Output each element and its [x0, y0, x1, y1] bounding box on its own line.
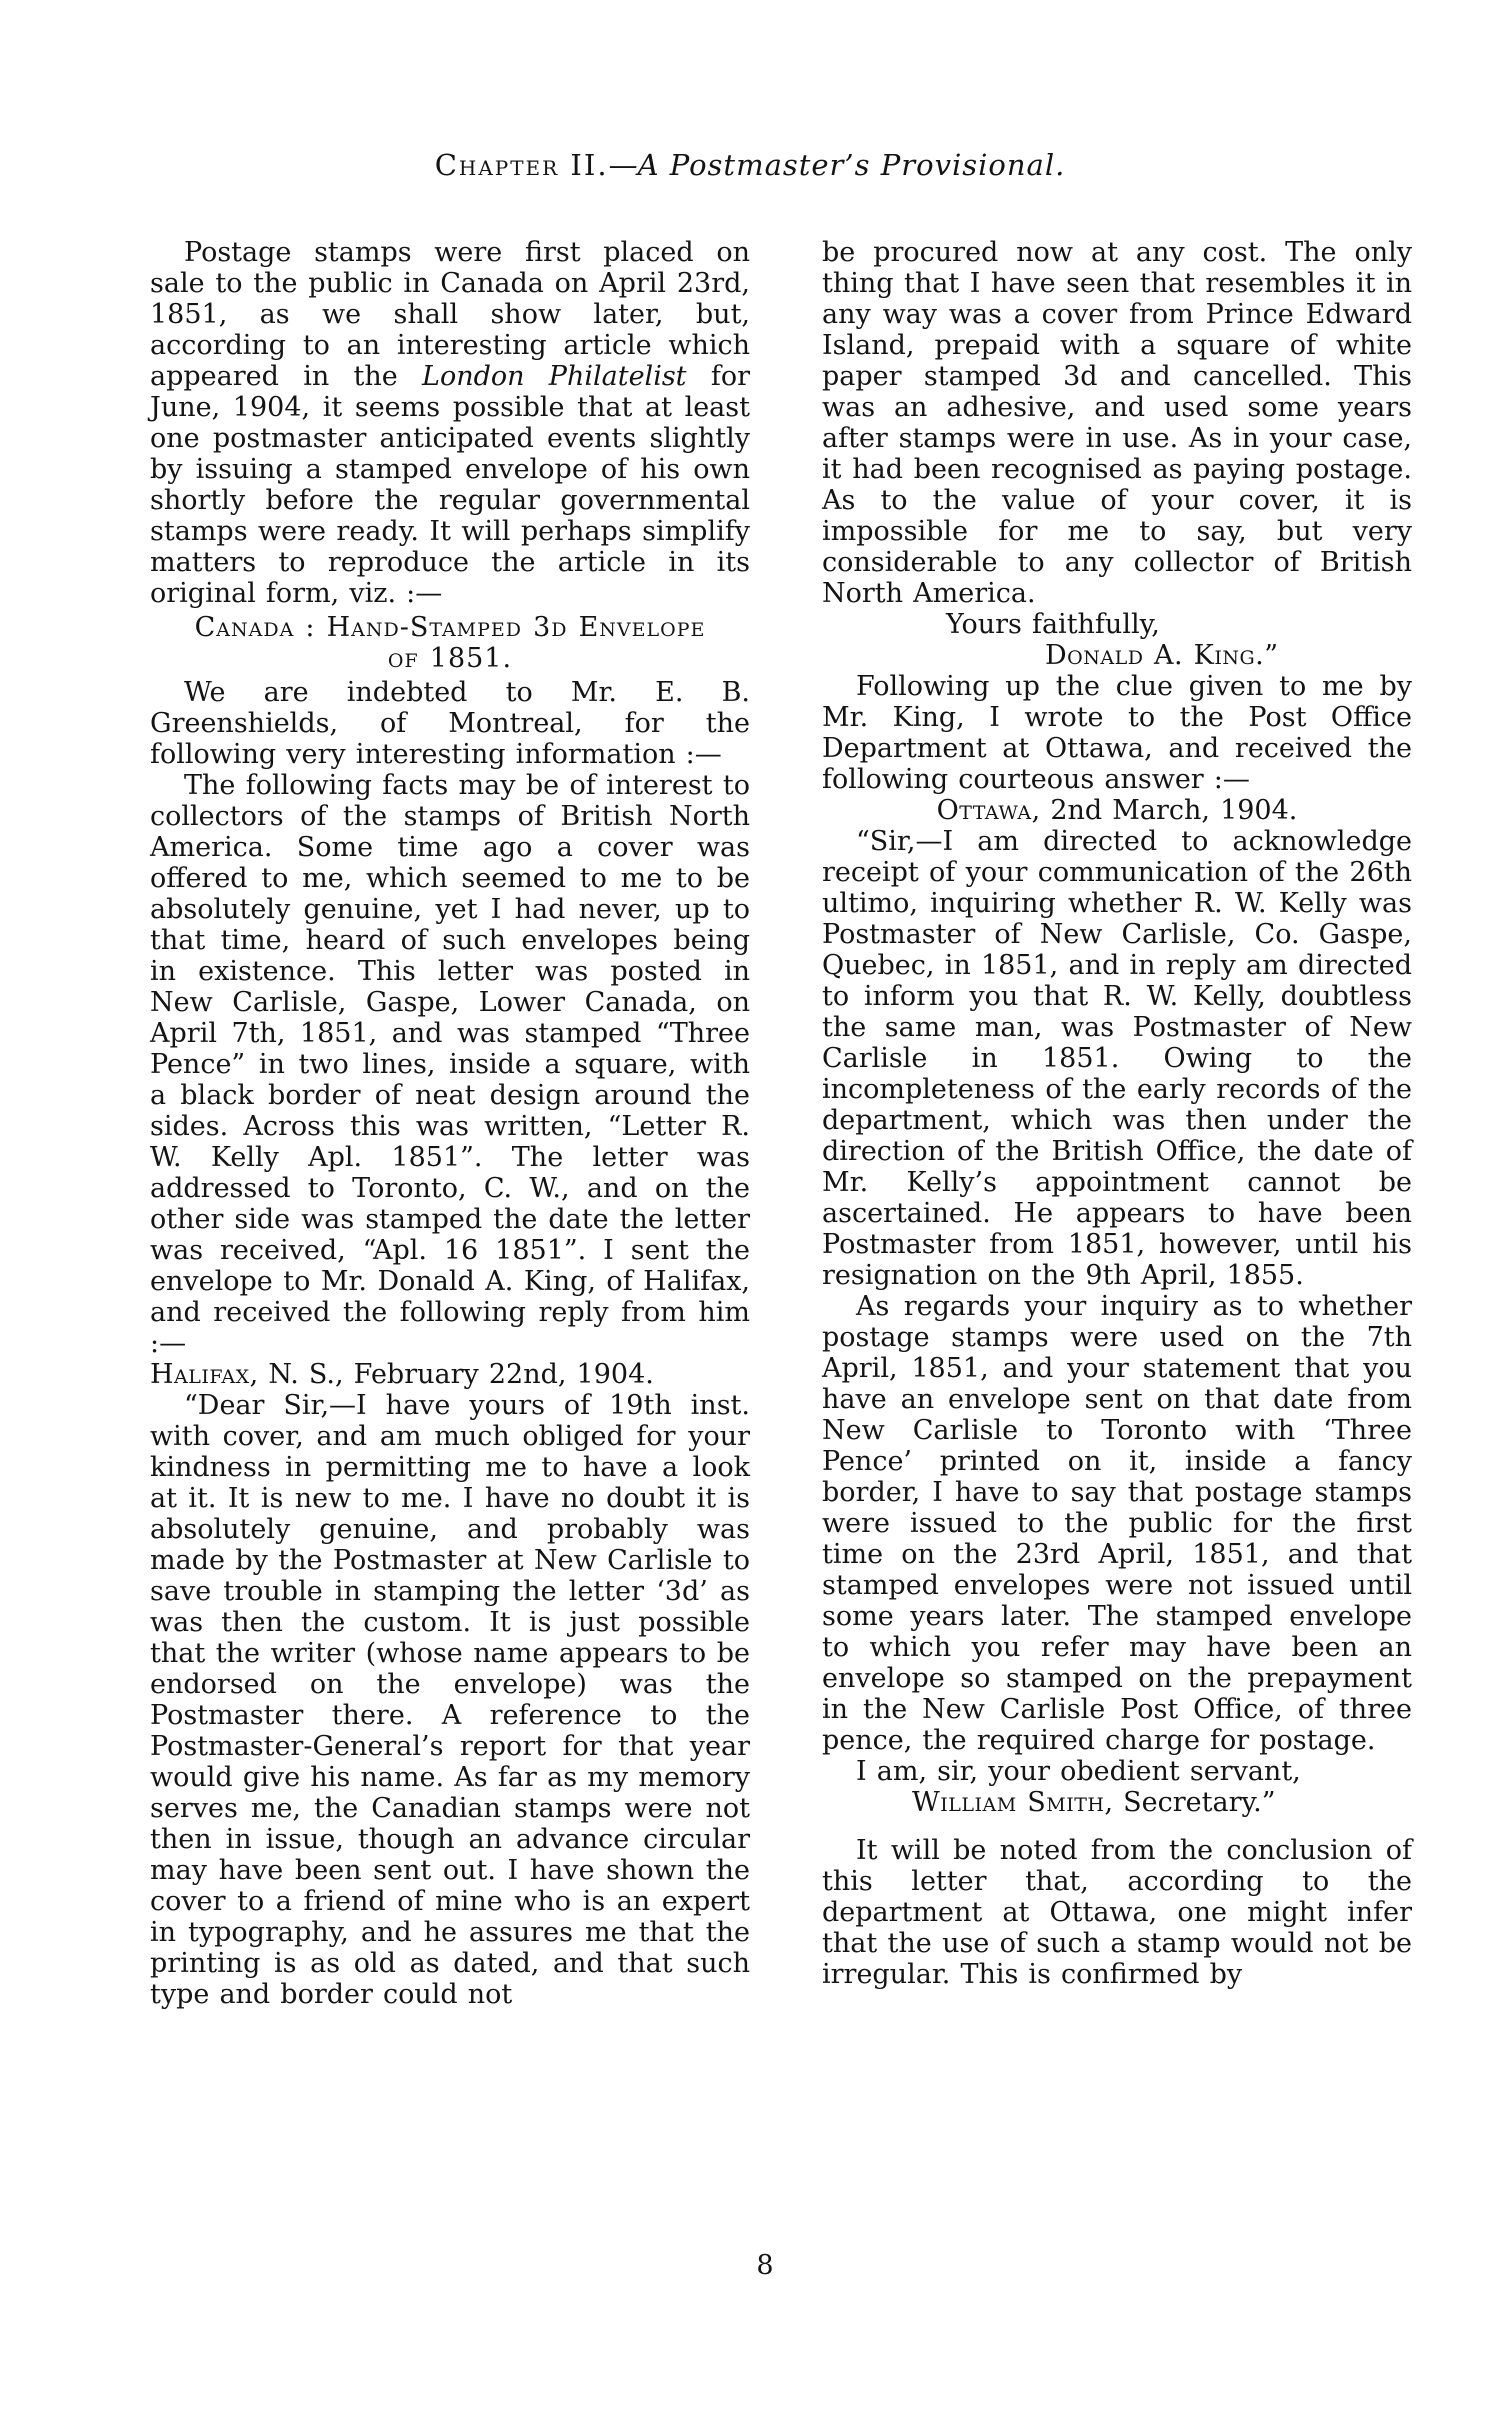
section-heading-line [150, 612, 750, 643]
valediction [822, 1756, 1412, 1787]
text-segment: We are indebted to Mr. E. B. Greenshields, of Montreal, for the following very interesting information :— [150, 677, 750, 770]
text-segment: “Sir,—I am directed to acknowledge receipt of your communication of the 26th ultimo, inquiring whether R. W. Kelly was Postmaster of New Carlisle, Co. Gaspe, Quebec, in 1851, and in reply am directed to inform you that R. W. Kelly, doubtless the same man, was Postmaster of New Carlisle in 1851. Owing to the incompleteness of the early records of the department, which was then under the direction of the British Office, the date of Mr. Kelly’s appointment cannot be ascertained. He appears to have been Postmaster from 1851, however, until his resignation on the 9th April, 1855. [822, 826, 1412, 1291]
text-segment: for June, 1904, it seems possible that at least one postmaster anticipated events slightly by issuing a stamped envelope of his own shortly before the regular governmental stamps were ready. It will perhaps simplify matters to reproduce the article in its original form, viz. :— [150, 361, 750, 609]
chapter-dash: — [608, 148, 638, 182]
page-number: 8 [756, 2250, 774, 2281]
text-segment: “Dear Sir,—I have yours of 19th inst. with cover, and am much obliged for your kindness in permitting me to have a look at it. It is new to me. I have no doubt it is absolutely genuine, and probably was made by the Postmaster at New Carlisle to save trouble in stamping the letter ‘3d’ as was then the custom. It is just possible that the writer (whose name appears to be endorsed on the envelope) was the Postmaster there. A reference to the Postmaster-General’s report for that year would give his name. As far as my memory serves me, the Canadian stamps were not then in issue, though an advance circular may have been sent out. I have shown the cover to a friend of mine who is an expert in typography, and he assures me that the printing is as old as dated, and that such type and border could not [150, 1390, 750, 2010]
text-segment: , 2nd March, 1904. [1031, 795, 1298, 826]
right-column [822, 237, 1412, 2010]
text-segment: Yours faithfully, [946, 609, 1160, 640]
paragraph [822, 1291, 1412, 1756]
text-segment: As regards your inquiry as to whether postage stamps were used on the 7th April, 1851, and your statement that you have an envelope sent on that date from New Carlisle to Toronto with ‘Three Pence’ printed on it, inside a fancy border, I have to say that postage stamps were issued to the public for the first time on the 23rd April, 1851, and that stamped envelopes were not issued until some years later. The stamped envelope to which you refer may have been an envelope so stamped on the prepayment in the New Carlisle Post Office, of three pence, the required charge for postage. [822, 1291, 1412, 1756]
paragraph [822, 1835, 1412, 1990]
dateline [822, 795, 1412, 826]
text-segment: I am, sir, your obedient servant, [856, 1756, 1301, 1787]
smallcaps-text-segment: Ottawa [936, 795, 1032, 826]
smallcaps-text-segment: William Smith [912, 1787, 1105, 1818]
paragraph [822, 671, 1412, 795]
valediction [822, 609, 1412, 640]
text-segment: , N. S., February 22nd, 1904. [249, 1359, 654, 1390]
paragraph [822, 237, 1412, 609]
signature [822, 640, 1412, 671]
chapter-label: Chapter II. [434, 148, 609, 182]
text-segment: Postage stamps were first placed on sale to the public in Canada on April 23rd, 1851, as we shall show later, but, according to an interesting article which appeared in the [150, 237, 750, 392]
paragraph [822, 826, 1412, 1291]
text-segment: , Secretary.” [1104, 1787, 1276, 1818]
text-segment: Canada : Hand-Stamped 3d Envelope [194, 612, 706, 643]
paragraph [150, 677, 750, 770]
text-segment: Following up the clue given to me by Mr. King, I wrote to the Post Office Department at Ottawa, and received the following courteous answer :— [822, 671, 1412, 795]
text-segment: It will be noted from the conclusion of this letter that, according to the department at Ottawa, one might infer that the use of such a stamp would not be irregular. This is confirmed by [822, 1835, 1412, 1990]
text-segment: of 1851. [387, 643, 513, 674]
dateline [150, 1359, 750, 1390]
chapter-running-head [0, 146, 1500, 184]
left-column [150, 237, 750, 2010]
paragraph [150, 770, 750, 1359]
signature [822, 1787, 1412, 1818]
smallcaps-text-segment: Donald A. King. [1045, 640, 1265, 671]
chapter-title: A Postmaster’s Provisional. [637, 148, 1066, 182]
text-segment: The following facts may be of interest to collectors of the stamps of British North America. Some time ago a cover was offered to me, which seemed to me to be absolutely genuine, yet I had never, up to that time, heard of such envelopes being in existence. This letter was posted in New Carlisle, Gaspe, Lower Canada, on April 7th, 1851, and was stamped “Three Pence” in two lines, inside a square, with a black border of neat design around the sides. Across this was written, “Letter R. W. Kelly Apl. 1851”. The letter was addressed to Toronto, C. W., and on the other side was stamped the date the letter was received, “Apl. 16 1851”. I sent the envelope to Mr. Donald A. King, of Halifax, and received the following reply from him :— [150, 770, 750, 1359]
text-segment: be procured now at any cost. The only thing that I have seen that resembles it in any way was a cover from Prince Edward Island, prepaid with a square of white paper stamped 3d and cancelled. This was an adhesive, and used some years after stamps were in use. As in your case, it had been recognised as paying postage. As to the value of your cover, it is impossible for me to say, but very considerable to any collector of British North America. [822, 237, 1412, 609]
text-segment: ” [1264, 640, 1279, 671]
two-column-text-area [150, 237, 1412, 2010]
paragraph [150, 1390, 750, 2010]
section-heading-line [150, 643, 750, 674]
paragraph [150, 237, 750, 609]
italic-text-segment: London Philatelist [422, 361, 687, 392]
smallcaps-text-segment: Halifax [150, 1359, 250, 1390]
